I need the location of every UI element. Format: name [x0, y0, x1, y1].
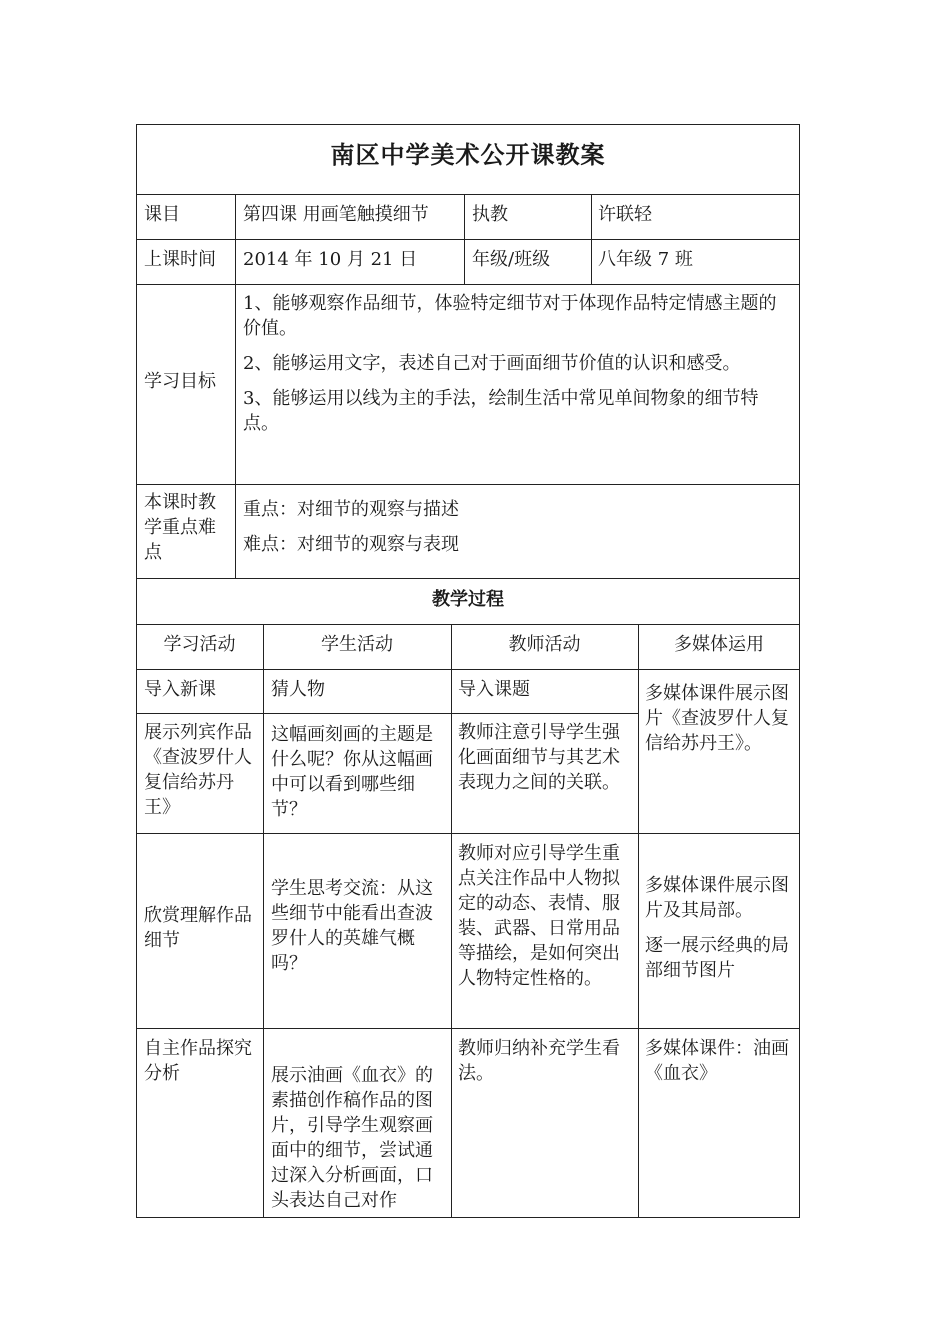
activity-cell: 展示列宾作品《查波罗什人复信给苏丹王》	[144, 722, 252, 818]
goals-label: 学习目标	[144, 371, 216, 392]
media-cell	[645, 873, 793, 983]
time-value: 2014 年 10 月 21 日	[243, 249, 418, 270]
page-title: 南区中学美术公开课教案	[330, 140, 606, 169]
process-heading: 教学过程	[432, 589, 504, 610]
rule	[136, 713, 638, 714]
column-header: 学生活动	[321, 634, 393, 655]
rule	[638, 624, 639, 1218]
media-line: 多媒体课件展示图片及其局部。	[645, 875, 789, 921]
goal-item: 3、能够运用以线为主的手法，绘制生活中常见单间物象的细节特点。	[243, 388, 759, 434]
focus-content	[243, 497, 793, 557]
teacher-cell: 导入课题	[458, 679, 530, 700]
student-cell: 猜人物	[271, 679, 325, 700]
rule	[136, 624, 800, 625]
rule	[136, 669, 800, 670]
rule	[136, 833, 800, 834]
rule	[263, 624, 264, 1218]
media-cell: 多媒体课件：油画《血衣》	[645, 1038, 789, 1084]
subject-label: 课目	[144, 204, 180, 225]
media-line: 逐一展示经典的局部细节图片	[645, 935, 789, 981]
teacher-cell: 教师对应引导学生重点关注作品中人物拟定的动态、表情、服装、武器、日常用品等描绘，是如何突出人物特定性格的。	[458, 843, 620, 989]
rule	[451, 624, 452, 1218]
rule	[235, 194, 236, 578]
activity-cell: 欣赏理解作品细节	[144, 905, 252, 951]
goals-list	[243, 291, 793, 436]
teacher-value: 许联轻	[598, 204, 652, 225]
column-header: 多媒体运用	[674, 634, 764, 655]
media-cell: 多媒体课件展示图片《查波罗什人复信给苏丹王》。	[645, 683, 789, 754]
subject-value: 第四课 用画笔触摸细节	[243, 204, 429, 225]
focus-label: 本课时教学重点难点	[144, 492, 216, 563]
difficulty-point: 难点：对细节的观察与表现	[243, 534, 459, 555]
goal-item: 1、能够观察作品细节，体验特定细节对于体现作品特定情感主题的价值。	[243, 293, 777, 339]
rule	[136, 1028, 800, 1029]
activity-cell: 导入新课	[144, 679, 216, 700]
activity-cell: 自主作品探究分析	[144, 1038, 252, 1084]
key-point: 重点：对细节的观察与描述	[243, 499, 459, 520]
rule	[591, 194, 592, 284]
rule	[136, 578, 800, 579]
time-label: 上课时间	[144, 249, 216, 270]
rule	[464, 194, 465, 284]
column-header: 学习活动	[163, 634, 236, 655]
column-header: 教师活动	[508, 634, 581, 655]
teacher-cell: 教师归纳补充学生看法。	[458, 1038, 620, 1084]
student-cell: 这幅画刻画的主题是什么呢？你从这幅画中可以看到哪些细节？	[271, 724, 433, 820]
grade-value: 八年级 7 班	[598, 249, 693, 270]
teacher-cell: 教师注意引导学生强化画面细节与其艺术表现力之间的关联。	[458, 722, 620, 793]
student-cell: 学生思考交流：从这些细节中能看出查波罗什人的英雄气概吗？	[271, 878, 433, 974]
teacher-label: 执教	[472, 204, 508, 225]
goal-item: 2、能够运用文字，表述自己对于画面细节价值的认识和感受。	[243, 353, 741, 374]
student-cell: 展示油画《血衣》的素描创作稿作品的图片，引导学生观察画面中的细节，尝试通过深入分析画面，口头表达自己对作	[271, 1065, 433, 1211]
grade-label: 年级/班级	[472, 249, 551, 270]
